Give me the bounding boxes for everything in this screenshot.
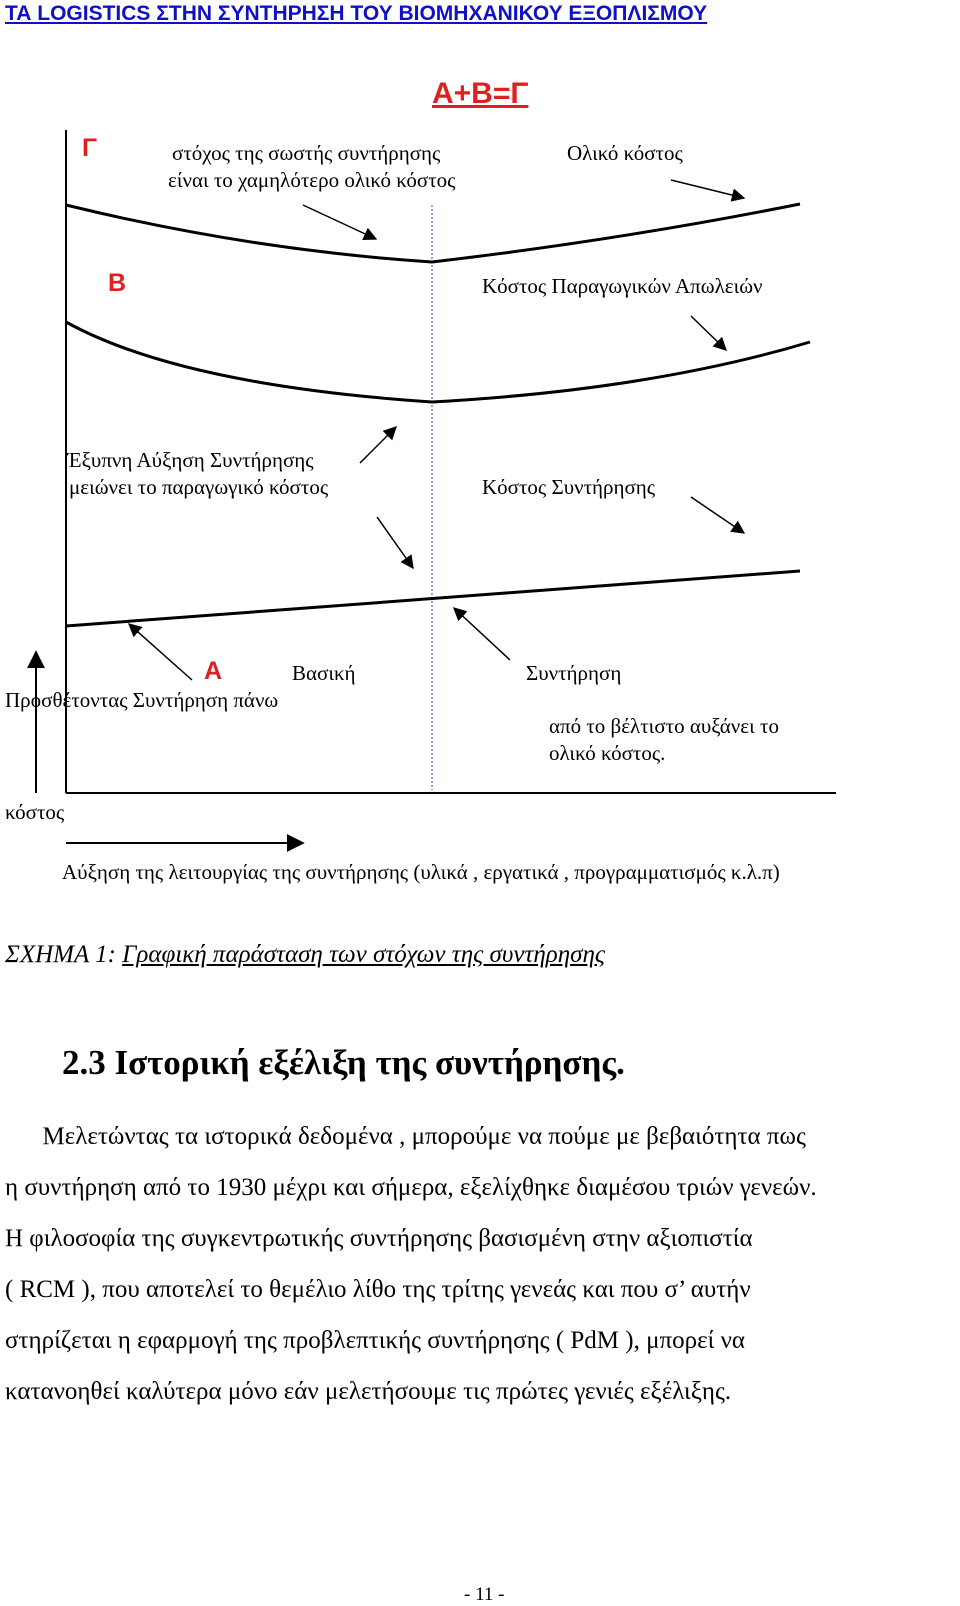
paragraph-line: κατανοηθεί καλύτερα μόνο εάν μελετήσουμε τις πρώτες γενιές εξέλιξης.: [5, 1378, 732, 1405]
paragraph-line: η συντήρηση από το 1930 μέχρι και σήμερα, εξελίχθηκε διαμέσου τριών γενεών.: [5, 1174, 817, 1201]
total-cost-arrow: [671, 180, 744, 198]
goal-label-line1: στόχος της σωστής συντήρησης: [172, 141, 441, 165]
page-number: - 11 -: [464, 1584, 505, 1605]
maintenance-label: Συντήρηση: [526, 661, 622, 685]
basic-label: Βασική: [292, 661, 356, 685]
section-heading: 2.3 Ιστορική εξέλιξη της συντήρησης.: [62, 1043, 625, 1082]
optimal-label-line2: ολικό κόστος.: [549, 741, 666, 765]
paragraph-line: στηρίζεται η εφαρμογή της προβλεπτικής συντήρησης ( PdM ), μπορεί να: [5, 1327, 745, 1354]
goal-label-line2: είναι το χαμηλότερο ολικό κόστος: [168, 168, 456, 192]
formula: Α+Β=Γ: [432, 77, 529, 110]
total-cost-curve: [66, 204, 800, 262]
letter-b: Β: [108, 269, 127, 297]
total-cost-label: Ολικό κόστος: [567, 141, 683, 165]
letter-a: Α: [204, 657, 223, 685]
smart-decrease-arrow: [377, 517, 413, 568]
goal-arrow: [303, 205, 376, 239]
basic-arrow: [129, 624, 192, 680]
caption-title: Γραφική παράσταση των στόχων της συντήρησης: [122, 941, 606, 968]
figure-caption: [5, 941, 605, 969]
y-axis-label: κόστος: [5, 800, 65, 824]
maintenance-cost-arrow: [691, 497, 744, 533]
maintenance-cost-label: Κόστος Συντήρησης: [482, 475, 656, 499]
paragraph-line: ( RCM ), που αποτελεί το θεμέλιο λίθο της τρίτης γενεάς και που σ’ αυτήν: [5, 1276, 751, 1303]
production-loss-label: Κόστος Παραγωγικών Απωλειών: [482, 274, 763, 298]
page-header: ΤΑ LOGISTICS ΣΤΗΝ ΣΥΝΤΗΡΗΣΗ ΤΟΥ ΒΙΟΜΗΧΑΝΙΚΟΥ ΕΞΟΠΛΙΣΜΟΥ: [5, 2, 708, 25]
production-loss-arrow: [691, 316, 726, 350]
production-loss-curve: [66, 322, 810, 402]
optimal-label-line1: από το βέλτιστο αυξάνει το: [549, 714, 779, 738]
adding-label: Προσθέτοντας Συντήρηση πάνω: [5, 688, 279, 712]
paragraph-line: Μελετώντας τα ιστορικά δεδομένα , μπορούμε να πούμε με βεβαιότητα πως: [5, 1123, 806, 1150]
smart-increase-line1: Έξυπνη Αύξηση Συντήρησης: [67, 448, 314, 472]
letter-g: Γ: [82, 134, 98, 162]
smart-increase-line2: μειώνει το παραγωγικό κόστος: [69, 475, 329, 499]
maintenance-cost-line: [66, 571, 800, 626]
paragraph-line: Η φιλοσοφία της συγκεντρωτικής συντήρησης βασισμένη στην αξιοπιστία: [5, 1225, 753, 1252]
x-axis-label: Αύξηση της λειτουργίας της συντήρησης (υλικά , εργατικά , προγραμματισμός κ.λ.π): [62, 860, 780, 884]
caption-prefix: ΣΧΗΜΑ 1:: [5, 941, 123, 968]
body-paragraph: [5, 1111, 957, 1417]
extra-maintenance-arrow: [454, 608, 510, 660]
smart-increase-arrow: [360, 427, 396, 463]
